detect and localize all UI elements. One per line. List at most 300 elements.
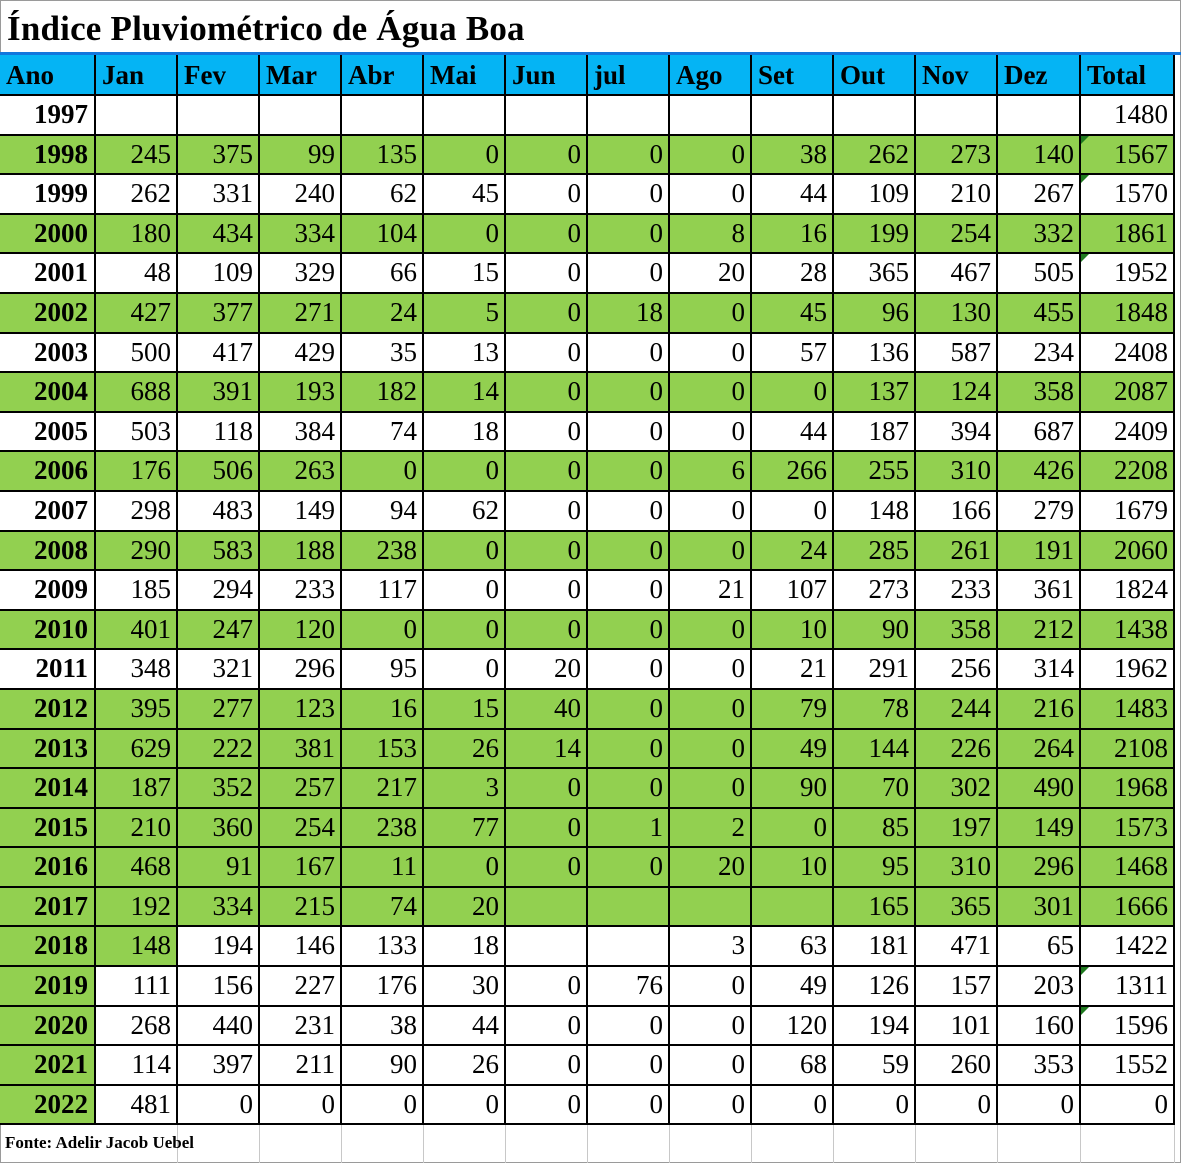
year-cell[interactable]: 2004: [0, 373, 96, 413]
value-cell[interactable]: 0: [588, 452, 670, 492]
value-cell[interactable]: 348: [96, 650, 178, 690]
column-header-jul[interactable]: jul: [588, 55, 670, 96]
value-cell[interactable]: [588, 888, 670, 928]
value-cell[interactable]: 21: [670, 571, 752, 611]
value-cell[interactable]: 0: [670, 690, 752, 730]
value-cell[interactable]: 358: [916, 611, 998, 651]
value-cell[interactable]: 18: [424, 413, 506, 453]
value-cell[interactable]: 263: [260, 452, 342, 492]
value-cell[interactable]: 587: [916, 334, 998, 374]
value-cell[interactable]: 394: [916, 413, 998, 453]
value-cell[interactable]: 0: [670, 769, 752, 809]
value-cell[interactable]: 193: [260, 373, 342, 413]
value-cell[interactable]: 329: [260, 254, 342, 294]
value-cell[interactable]: [916, 96, 998, 136]
value-cell[interactable]: 20: [670, 254, 752, 294]
total-cell[interactable]: 1848: [1081, 294, 1175, 334]
value-cell[interactable]: 156: [178, 967, 260, 1007]
value-cell[interactable]: 99: [260, 136, 342, 176]
value-cell[interactable]: 361: [998, 571, 1081, 611]
value-cell[interactable]: 391: [178, 373, 260, 413]
value-cell[interactable]: 136: [834, 334, 916, 374]
year-cell[interactable]: 2016: [0, 848, 96, 888]
value-cell[interactable]: 0: [670, 650, 752, 690]
value-cell[interactable]: 0: [752, 1086, 834, 1126]
value-cell[interactable]: [424, 96, 506, 136]
value-cell[interactable]: 95: [342, 650, 424, 690]
column-header-mar[interactable]: Mar: [260, 55, 342, 96]
total-cell[interactable]: 1422: [1081, 927, 1175, 967]
value-cell[interactable]: 257: [260, 769, 342, 809]
value-cell[interactable]: 109: [834, 175, 916, 215]
value-cell[interactable]: 187: [96, 769, 178, 809]
total-cell[interactable]: 1552: [1081, 1046, 1175, 1086]
value-cell[interactable]: [998, 96, 1081, 136]
column-header-ago[interactable]: Ago: [670, 55, 752, 96]
value-cell[interactable]: 296: [260, 650, 342, 690]
value-cell[interactable]: 15: [424, 690, 506, 730]
value-cell[interactable]: 395: [96, 690, 178, 730]
total-cell[interactable]: 1861: [1081, 215, 1175, 255]
value-cell[interactable]: 148: [96, 927, 178, 967]
value-cell[interactable]: 5: [424, 294, 506, 334]
value-cell[interactable]: 44: [752, 413, 834, 453]
value-cell[interactable]: 166: [916, 492, 998, 532]
value-cell[interactable]: 310: [916, 848, 998, 888]
total-cell[interactable]: 1567: [1081, 136, 1175, 176]
value-cell[interactable]: 44: [424, 1007, 506, 1047]
value-cell[interactable]: 78: [834, 690, 916, 730]
year-cell[interactable]: 2010: [0, 611, 96, 651]
value-cell[interactable]: 20: [424, 888, 506, 928]
value-cell[interactable]: 0: [588, 571, 670, 611]
total-cell[interactable]: 1968: [1081, 769, 1175, 809]
value-cell[interactable]: 256: [916, 650, 998, 690]
value-cell[interactable]: 144: [834, 730, 916, 770]
value-cell[interactable]: 90: [752, 769, 834, 809]
value-cell[interactable]: 191: [998, 532, 1081, 572]
value-cell[interactable]: 133: [342, 927, 424, 967]
value-cell[interactable]: 59: [834, 1046, 916, 1086]
value-cell[interactable]: 360: [178, 809, 260, 849]
value-cell[interactable]: [96, 96, 178, 136]
total-cell[interactable]: 1438: [1081, 611, 1175, 651]
year-cell[interactable]: 2005: [0, 413, 96, 453]
value-cell[interactable]: 468: [96, 848, 178, 888]
value-cell[interactable]: 120: [752, 1007, 834, 1047]
value-cell[interactable]: 140: [998, 136, 1081, 176]
value-cell[interactable]: 429: [260, 334, 342, 374]
year-cell[interactable]: 2007: [0, 492, 96, 532]
value-cell[interactable]: 107: [752, 571, 834, 611]
total-cell[interactable]: 1311: [1081, 967, 1175, 1007]
value-cell[interactable]: 296: [998, 848, 1081, 888]
value-cell[interactable]: 0: [424, 136, 506, 176]
value-cell[interactable]: 505: [998, 254, 1081, 294]
value-cell[interactable]: 0: [670, 373, 752, 413]
value-cell[interactable]: 197: [916, 809, 998, 849]
value-cell[interactable]: 506: [178, 452, 260, 492]
value-cell[interactable]: 65: [998, 927, 1081, 967]
value-cell[interactable]: 85: [834, 809, 916, 849]
value-cell[interactable]: [752, 96, 834, 136]
value-cell[interactable]: 21: [752, 650, 834, 690]
value-cell[interactable]: [588, 96, 670, 136]
value-cell[interactable]: 262: [834, 136, 916, 176]
total-cell[interactable]: 1480: [1081, 96, 1175, 136]
value-cell[interactable]: 0: [424, 532, 506, 572]
value-cell[interactable]: 210: [916, 175, 998, 215]
value-cell[interactable]: 0: [424, 571, 506, 611]
value-cell[interactable]: 417: [178, 334, 260, 374]
value-cell[interactable]: 26: [424, 730, 506, 770]
value-cell[interactable]: 104: [342, 215, 424, 255]
value-cell[interactable]: [670, 888, 752, 928]
value-cell[interactable]: 397: [178, 1046, 260, 1086]
value-cell[interactable]: 483: [178, 492, 260, 532]
value-cell[interactable]: 77: [424, 809, 506, 849]
value-cell[interactable]: 217: [342, 769, 424, 809]
value-cell[interactable]: 215: [260, 888, 342, 928]
value-cell[interactable]: 211: [260, 1046, 342, 1086]
year-cell[interactable]: 2002: [0, 294, 96, 334]
value-cell[interactable]: 353: [998, 1046, 1081, 1086]
value-cell[interactable]: 192: [96, 888, 178, 928]
value-cell[interactable]: 210: [96, 809, 178, 849]
value-cell[interactable]: 0: [670, 532, 752, 572]
value-cell[interactable]: 49: [752, 967, 834, 1007]
value-cell[interactable]: 629: [96, 730, 178, 770]
value-cell[interactable]: 268: [96, 1007, 178, 1047]
value-cell[interactable]: 0: [670, 730, 752, 770]
year-cell[interactable]: 2020: [0, 1007, 96, 1047]
year-cell[interactable]: 1999: [0, 175, 96, 215]
value-cell[interactable]: 70: [834, 769, 916, 809]
value-cell[interactable]: 57: [752, 334, 834, 374]
value-cell[interactable]: 24: [342, 294, 424, 334]
value-cell[interactable]: 0: [588, 532, 670, 572]
value-cell[interactable]: 10: [752, 611, 834, 651]
value-cell[interactable]: 294: [178, 571, 260, 611]
column-header-mai[interactable]: Mai: [424, 55, 506, 96]
value-cell[interactable]: 74: [342, 413, 424, 453]
value-cell[interactable]: 0: [752, 492, 834, 532]
value-cell[interactable]: 63: [752, 927, 834, 967]
year-cell[interactable]: 2001: [0, 254, 96, 294]
year-cell[interactable]: 2011: [0, 650, 96, 690]
value-cell[interactable]: 153: [342, 730, 424, 770]
value-cell[interactable]: 0: [588, 413, 670, 453]
value-cell[interactable]: [506, 927, 588, 967]
value-cell[interactable]: 20: [506, 650, 588, 690]
year-cell[interactable]: 2008: [0, 532, 96, 572]
value-cell[interactable]: 500: [96, 334, 178, 374]
value-cell[interactable]: [260, 96, 342, 136]
value-cell[interactable]: 117: [342, 571, 424, 611]
value-cell[interactable]: 0: [588, 175, 670, 215]
value-cell[interactable]: 455: [998, 294, 1081, 334]
value-cell[interactable]: 14: [506, 730, 588, 770]
value-cell[interactable]: 0: [670, 175, 752, 215]
value-cell[interactable]: 0: [424, 650, 506, 690]
value-cell[interactable]: 10: [752, 848, 834, 888]
value-cell[interactable]: 62: [342, 175, 424, 215]
value-cell[interactable]: 0: [588, 492, 670, 532]
value-cell[interactable]: 0: [670, 611, 752, 651]
value-cell[interactable]: 0: [670, 492, 752, 532]
value-cell[interactable]: [178, 96, 260, 136]
total-cell[interactable]: 1666: [1081, 888, 1175, 928]
column-header-dez[interactable]: Dez: [998, 55, 1081, 96]
value-cell[interactable]: 38: [342, 1007, 424, 1047]
value-cell[interactable]: 118: [178, 413, 260, 453]
value-cell[interactable]: 0: [506, 611, 588, 651]
year-cell[interactable]: 2013: [0, 730, 96, 770]
value-cell[interactable]: 68: [752, 1046, 834, 1086]
value-cell[interactable]: 0: [424, 1086, 506, 1126]
total-cell[interactable]: 1570: [1081, 175, 1175, 215]
year-cell[interactable]: 2019: [0, 967, 96, 1007]
value-cell[interactable]: 490: [998, 769, 1081, 809]
year-cell[interactable]: 1998: [0, 136, 96, 176]
value-cell[interactable]: 120: [260, 611, 342, 651]
value-cell[interactable]: 157: [916, 967, 998, 1007]
value-cell[interactable]: 0: [670, 967, 752, 1007]
value-cell[interactable]: 148: [834, 492, 916, 532]
value-cell[interactable]: 0: [588, 1046, 670, 1086]
value-cell[interactable]: 314: [998, 650, 1081, 690]
value-cell[interactable]: 247: [178, 611, 260, 651]
total-cell[interactable]: 1952: [1081, 254, 1175, 294]
value-cell[interactable]: 0: [506, 769, 588, 809]
total-cell[interactable]: 1962: [1081, 650, 1175, 690]
value-cell[interactable]: 0: [506, 373, 588, 413]
value-cell[interactable]: 18: [588, 294, 670, 334]
value-cell[interactable]: 0: [670, 136, 752, 176]
value-cell[interactable]: 262: [96, 175, 178, 215]
value-cell[interactable]: 124: [916, 373, 998, 413]
value-cell[interactable]: 194: [834, 1007, 916, 1047]
value-cell[interactable]: 0: [424, 611, 506, 651]
value-cell[interactable]: [834, 96, 916, 136]
value-cell[interactable]: 40: [506, 690, 588, 730]
value-cell[interactable]: 3: [424, 769, 506, 809]
value-cell[interactable]: 0: [506, 1007, 588, 1047]
value-cell[interactable]: 24: [752, 532, 834, 572]
value-cell[interactable]: 298: [96, 492, 178, 532]
value-cell[interactable]: 0: [424, 848, 506, 888]
value-cell[interactable]: 267: [998, 175, 1081, 215]
total-cell[interactable]: 2409: [1081, 413, 1175, 453]
value-cell[interactable]: 137: [834, 373, 916, 413]
value-cell[interactable]: 0: [670, 1086, 752, 1126]
value-cell[interactable]: 160: [998, 1007, 1081, 1047]
value-cell[interactable]: 0: [178, 1086, 260, 1126]
value-cell[interactable]: 226: [916, 730, 998, 770]
value-cell[interactable]: 310: [916, 452, 998, 492]
value-cell[interactable]: [506, 888, 588, 928]
value-cell[interactable]: 426: [998, 452, 1081, 492]
value-cell[interactable]: 146: [260, 927, 342, 967]
value-cell[interactable]: 240: [260, 175, 342, 215]
value-cell[interactable]: 384: [260, 413, 342, 453]
value-cell[interactable]: 0: [506, 571, 588, 611]
value-cell[interactable]: 0: [506, 532, 588, 572]
value-cell[interactable]: 0: [588, 1086, 670, 1126]
value-cell[interactable]: 0: [506, 452, 588, 492]
value-cell[interactable]: 48: [96, 254, 178, 294]
value-cell[interactable]: 358: [998, 373, 1081, 413]
value-cell[interactable]: 114: [96, 1046, 178, 1086]
value-cell[interactable]: 0: [506, 492, 588, 532]
value-cell[interactable]: 6: [670, 452, 752, 492]
value-cell[interactable]: 260: [916, 1046, 998, 1086]
value-cell[interactable]: 279: [998, 492, 1081, 532]
value-cell[interactable]: 188: [260, 532, 342, 572]
value-cell[interactable]: 245: [96, 136, 178, 176]
value-cell[interactable]: 0: [506, 175, 588, 215]
value-cell[interactable]: [670, 96, 752, 136]
value-cell[interactable]: 222: [178, 730, 260, 770]
value-cell[interactable]: 16: [342, 690, 424, 730]
value-cell[interactable]: 13: [424, 334, 506, 374]
value-cell[interactable]: 503: [96, 413, 178, 453]
value-cell[interactable]: 0: [342, 611, 424, 651]
value-cell[interactable]: 0: [506, 967, 588, 1007]
value-cell[interactable]: 181: [834, 927, 916, 967]
value-cell[interactable]: 45: [424, 175, 506, 215]
value-cell[interactable]: 149: [260, 492, 342, 532]
value-cell[interactable]: 26: [424, 1046, 506, 1086]
total-cell[interactable]: 1824: [1081, 571, 1175, 611]
value-cell[interactable]: 0: [588, 373, 670, 413]
value-cell[interactable]: 0: [588, 848, 670, 888]
value-cell[interactable]: 90: [834, 611, 916, 651]
total-cell[interactable]: 0: [1081, 1086, 1175, 1126]
value-cell[interactable]: 264: [998, 730, 1081, 770]
value-cell[interactable]: 365: [834, 254, 916, 294]
value-cell[interactable]: 434: [178, 215, 260, 255]
value-cell[interactable]: 285: [834, 532, 916, 572]
value-cell[interactable]: 233: [916, 571, 998, 611]
column-header-fev[interactable]: Fev: [178, 55, 260, 96]
value-cell[interactable]: 332: [998, 215, 1081, 255]
value-cell[interactable]: 0: [506, 1046, 588, 1086]
value-cell[interactable]: 277: [178, 690, 260, 730]
column-header-nov[interactable]: Nov: [916, 55, 998, 96]
year-cell[interactable]: 2017: [0, 888, 96, 928]
value-cell[interactable]: [752, 888, 834, 928]
value-cell[interactable]: 135: [342, 136, 424, 176]
value-cell[interactable]: 76: [588, 967, 670, 1007]
value-cell[interactable]: 96: [834, 294, 916, 334]
value-cell[interactable]: 377: [178, 294, 260, 334]
value-cell[interactable]: 1: [588, 809, 670, 849]
column-header-set[interactable]: Set: [752, 55, 834, 96]
value-cell[interactable]: 199: [834, 215, 916, 255]
value-cell[interactable]: 3: [670, 927, 752, 967]
value-cell[interactable]: 231: [260, 1007, 342, 1047]
value-cell[interactable]: 0: [588, 136, 670, 176]
value-cell[interactable]: 203: [998, 967, 1081, 1007]
year-cell[interactable]: 1997: [0, 96, 96, 136]
value-cell[interactable]: 126: [834, 967, 916, 1007]
value-cell[interactable]: 0: [670, 1046, 752, 1086]
value-cell[interactable]: 381: [260, 730, 342, 770]
value-cell[interactable]: 427: [96, 294, 178, 334]
value-cell[interactable]: 0: [588, 650, 670, 690]
value-cell[interactable]: 254: [260, 809, 342, 849]
value-cell[interactable]: 467: [916, 254, 998, 294]
value-cell[interactable]: 14: [424, 373, 506, 413]
total-cell[interactable]: 2060: [1081, 532, 1175, 572]
value-cell[interactable]: 109: [178, 254, 260, 294]
value-cell[interactable]: 62: [424, 492, 506, 532]
column-header-abr[interactable]: Abr: [342, 55, 424, 96]
value-cell[interactable]: 238: [342, 532, 424, 572]
value-cell[interactable]: 0: [506, 848, 588, 888]
value-cell[interactable]: 0: [506, 254, 588, 294]
value-cell[interactable]: 90: [342, 1046, 424, 1086]
year-cell[interactable]: 2000: [0, 215, 96, 255]
year-cell[interactable]: 2006: [0, 452, 96, 492]
total-cell[interactable]: 1483: [1081, 690, 1175, 730]
value-cell[interactable]: 0: [588, 769, 670, 809]
value-cell[interactable]: 334: [260, 215, 342, 255]
value-cell[interactable]: 688: [96, 373, 178, 413]
value-cell[interactable]: 365: [916, 888, 998, 928]
value-cell[interactable]: 0: [916, 1086, 998, 1126]
value-cell[interactable]: 334: [178, 888, 260, 928]
value-cell[interactable]: 0: [424, 452, 506, 492]
value-cell[interactable]: 291: [834, 650, 916, 690]
value-cell[interactable]: 0: [998, 1086, 1081, 1126]
value-cell[interactable]: 244: [916, 690, 998, 730]
value-cell[interactable]: 123: [260, 690, 342, 730]
value-cell[interactable]: 0: [834, 1086, 916, 1126]
value-cell[interactable]: 440: [178, 1007, 260, 1047]
value-cell[interactable]: 74: [342, 888, 424, 928]
year-cell[interactable]: 2022: [0, 1086, 96, 1126]
total-cell[interactable]: 2208: [1081, 452, 1175, 492]
value-cell[interactable]: 149: [998, 809, 1081, 849]
value-cell[interactable]: 18: [424, 927, 506, 967]
value-cell[interactable]: 227: [260, 967, 342, 1007]
value-cell[interactable]: 0: [506, 215, 588, 255]
value-cell[interactable]: 176: [96, 452, 178, 492]
value-cell[interactable]: 130: [916, 294, 998, 334]
value-cell[interactable]: 182: [342, 373, 424, 413]
value-cell[interactable]: 44: [752, 175, 834, 215]
value-cell[interactable]: 0: [588, 254, 670, 294]
value-cell[interactable]: 165: [834, 888, 916, 928]
value-cell[interactable]: [342, 96, 424, 136]
value-cell[interactable]: 15: [424, 254, 506, 294]
value-cell[interactable]: 30: [424, 967, 506, 1007]
value-cell[interactable]: 0: [506, 809, 588, 849]
value-cell[interactable]: 8: [670, 215, 752, 255]
value-cell[interactable]: 233: [260, 571, 342, 611]
value-cell[interactable]: 185: [96, 571, 178, 611]
value-cell[interactable]: 94: [342, 492, 424, 532]
value-cell[interactable]: 0: [588, 690, 670, 730]
value-cell[interactable]: 101: [916, 1007, 998, 1047]
value-cell[interactable]: 212: [998, 611, 1081, 651]
value-cell[interactable]: 91: [178, 848, 260, 888]
value-cell[interactable]: 375: [178, 136, 260, 176]
value-cell[interactable]: 266: [752, 452, 834, 492]
value-cell[interactable]: [588, 927, 670, 967]
